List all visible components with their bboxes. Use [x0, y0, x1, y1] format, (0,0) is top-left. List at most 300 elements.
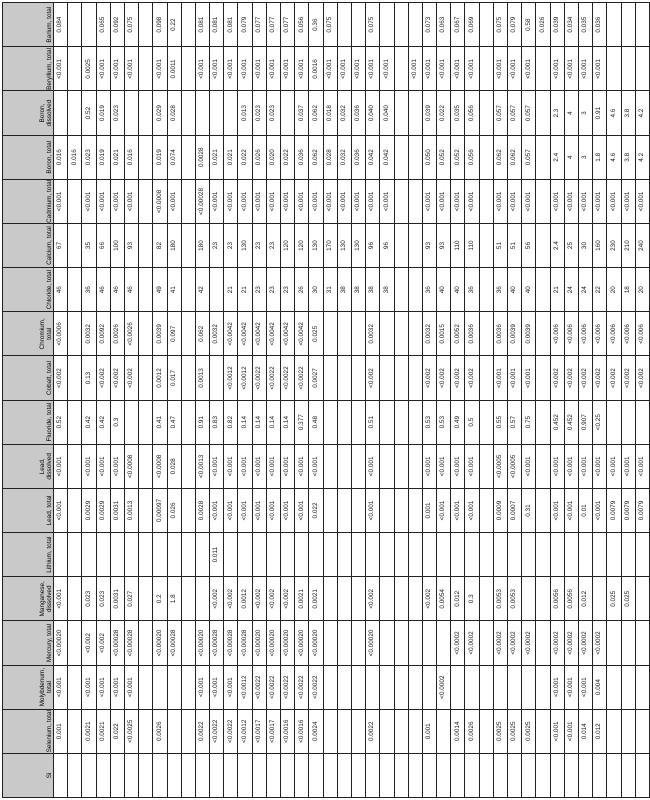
table-cell [394, 268, 408, 312]
table-cell [465, 665, 479, 709]
table-cell [635, 753, 649, 797]
table-cell [408, 3, 422, 47]
table-cell [635, 400, 649, 444]
table-cell: <0.001 [210, 665, 224, 709]
table-cell [408, 665, 422, 709]
table-cell: 0.026 [252, 135, 266, 179]
table-cell [68, 533, 82, 577]
table-cell [124, 400, 138, 444]
table-cell: <0.001 [493, 179, 507, 223]
table-cell [394, 709, 408, 753]
table-cell [139, 753, 153, 797]
table-cell [394, 400, 408, 444]
table-cell [68, 577, 82, 621]
table-cell [139, 312, 153, 356]
table-cell [564, 533, 578, 577]
table-cell [621, 621, 635, 665]
table-row [351, 3, 365, 798]
table-cell: <0.001 [281, 47, 295, 91]
table-cell: 0.13 [82, 356, 96, 400]
table-row [508, 3, 522, 798]
table-cell [82, 753, 96, 797]
table-cell [351, 709, 365, 753]
table-cell: <0.0022 [210, 709, 224, 753]
table-cell [167, 665, 181, 709]
table-cell: <0.001 [281, 444, 295, 488]
table-cell: 180 [195, 223, 209, 267]
table-cell [252, 533, 266, 577]
table-cell [337, 312, 351, 356]
table-cell: <0.001 [451, 47, 465, 91]
column-header: Lead, dissolved [3, 444, 54, 488]
table-cell [195, 577, 209, 621]
table-cell [394, 135, 408, 179]
table-cell: 0.016 [54, 135, 68, 179]
table-cell: <0.00020 [366, 621, 380, 665]
table-cell [437, 753, 451, 797]
table-cell [635, 665, 649, 709]
table-cell [181, 577, 195, 621]
table-cell [68, 621, 82, 665]
table-cell: 130 [337, 223, 351, 267]
table-row [493, 3, 507, 798]
table-cell: 40 [508, 268, 522, 312]
table-cell: <0.001 [295, 179, 309, 223]
table-cell: <0.001 [252, 488, 266, 532]
table-cell: <0.0002 [493, 621, 507, 665]
table-cell [578, 753, 592, 797]
table-row [522, 3, 536, 798]
table-cell: <0.001 [252, 47, 266, 91]
table-cell [68, 753, 82, 797]
table-cell: 0.035 [451, 91, 465, 135]
table-cell: 0.0079 [635, 488, 649, 532]
table-cell [479, 621, 493, 665]
table-cell [351, 356, 365, 400]
table-cell [110, 753, 124, 797]
table-cell: 0.018 [323, 91, 337, 135]
table-cell [451, 665, 465, 709]
table-cell [139, 179, 153, 223]
table-cell: <0.002 [366, 577, 380, 621]
table-cell: 0.0012 [238, 577, 252, 621]
table-cell [110, 533, 124, 577]
table-cell [68, 91, 82, 135]
table-cell [124, 753, 138, 797]
column-header: Selenium, total [3, 709, 54, 753]
table-cell [536, 709, 550, 753]
table-cell [181, 444, 195, 488]
table-cell [422, 621, 436, 665]
table-cell [479, 135, 493, 179]
table-cell: 0.14 [238, 400, 252, 444]
table-cell: <0.002 [96, 621, 110, 665]
table-cell: <0.006 [550, 312, 564, 356]
table-cell [323, 753, 337, 797]
table-cell [181, 268, 195, 312]
table-cell: 0.0053 [493, 577, 507, 621]
table-cell [281, 753, 295, 797]
table-cell [139, 665, 153, 709]
table-cell [635, 47, 649, 91]
table-cell: 0.0028 [195, 488, 209, 532]
table-cell [181, 91, 195, 135]
table-cell [309, 533, 323, 577]
table-cell [224, 533, 238, 577]
table-cell: 0.097 [167, 312, 181, 356]
table-cell [479, 533, 493, 577]
table-cell: <0.001 [621, 444, 635, 488]
table-cell [181, 223, 195, 267]
table-cell: 0.016 [68, 135, 82, 179]
table-cell [479, 753, 493, 797]
table-row [124, 3, 138, 798]
table-cell: <0.001 [54, 577, 68, 621]
table-cell: 0.013 [238, 91, 252, 135]
table-cell: <0.0022 [252, 665, 266, 709]
table-row [210, 3, 224, 798]
table-cell: 130 [351, 223, 365, 267]
table-cell: 0.057 [522, 91, 536, 135]
table-cell: 0.073 [422, 3, 436, 47]
table-row [607, 3, 621, 798]
table-cell: <0.001 [437, 488, 451, 532]
table-cell: 0.0079 [607, 488, 621, 532]
table-cell: 30 [309, 268, 323, 312]
table-cell: <0.001 [96, 47, 110, 91]
table-cell: 23 [210, 223, 224, 267]
table-cell: 0.0025 [508, 709, 522, 753]
table-cell [394, 577, 408, 621]
table-cell [536, 91, 550, 135]
table-cell: <0.001 [195, 665, 209, 709]
table-cell [408, 444, 422, 488]
table-cell [380, 356, 394, 400]
table-row [96, 3, 110, 798]
table-cell [479, 3, 493, 47]
table-cell [408, 223, 422, 267]
table-cell: <0.001 [210, 444, 224, 488]
table-row [252, 3, 266, 798]
table-cell: <0.001 [124, 47, 138, 91]
table-cell: 0.0039 [508, 312, 522, 356]
table-cell [408, 488, 422, 532]
table-cell: <0.0022 [309, 665, 323, 709]
table-cell: 0.052 [451, 135, 465, 179]
table-cell: <0.0022 [252, 356, 266, 400]
table-cell: 0.001 [422, 488, 436, 532]
table-cell [323, 444, 337, 488]
table-cell [508, 753, 522, 797]
table-cell: 49 [153, 268, 167, 312]
table-cell: <0.001 [323, 179, 337, 223]
table-cell: 0.027 [124, 577, 138, 621]
table-cell [536, 621, 550, 665]
table-cell: 46 [110, 268, 124, 312]
table-cell [68, 223, 82, 267]
table-cell: <0.001 [96, 444, 110, 488]
table-cell [380, 577, 394, 621]
table-cell [508, 533, 522, 577]
table-cell: <0.0002 [508, 621, 522, 665]
table-row [536, 3, 550, 798]
table-cell [593, 753, 607, 797]
table-cell: <0.001 [408, 47, 422, 91]
table-cell: 0.011 [210, 533, 224, 577]
table-cell [493, 753, 507, 797]
table-cell: 0.065 [96, 3, 110, 47]
table-cell: 0.016 [124, 135, 138, 179]
table-cell: <0.001 [295, 488, 309, 532]
table-cell [195, 533, 209, 577]
table-cell: <0.0013 [195, 444, 209, 488]
table-cell: 0.82 [224, 400, 238, 444]
table-cell: 24 [564, 268, 578, 312]
table-cell: 0.057 [522, 135, 536, 179]
table-cell [635, 577, 649, 621]
table-cell: <0.0042 [252, 312, 266, 356]
table-cell: 0.021 [224, 135, 238, 179]
table-cell: <0.00028 [110, 621, 124, 665]
table-cell [181, 47, 195, 91]
table-cell [351, 753, 365, 797]
table-cell [210, 356, 224, 400]
table-cell: 0.039 [422, 91, 436, 135]
table-cell: <0.002 [550, 356, 564, 400]
table-cell: 0.067 [451, 3, 465, 47]
table-cell [337, 3, 351, 47]
table-row [380, 3, 394, 798]
table-cell [337, 533, 351, 577]
table-cell [139, 709, 153, 753]
table-cell: 0.081 [195, 3, 209, 47]
table-cell: <0.002 [578, 356, 592, 400]
table-cell: <0.006 [564, 312, 578, 356]
water-quality-table [2, 2, 650, 798]
table-cell [408, 577, 422, 621]
table-cell: 0.75 [522, 400, 536, 444]
table-cell [536, 47, 550, 91]
column-header: Fluoride, total [3, 400, 54, 444]
table-cell [607, 47, 621, 91]
table-cell: <0.002 [451, 356, 465, 400]
table-cell [139, 3, 153, 47]
table-cell [536, 356, 550, 400]
table-cell: 0.0025 [522, 709, 536, 753]
table-cell: <0.0002 [451, 621, 465, 665]
table-cell [139, 47, 153, 91]
table-cell: 23 [252, 268, 266, 312]
table-cell: 0.019 [153, 135, 167, 179]
table-cell: 0.91 [195, 400, 209, 444]
table-cell: 0.2 [153, 577, 167, 621]
table-cell [68, 268, 82, 312]
table-cell: 0.062 [508, 135, 522, 179]
table-cell [351, 400, 365, 444]
table-cell: 0.0027 [309, 356, 323, 400]
table-cell: <0.001 [210, 179, 224, 223]
table-cell: <0.001 [578, 179, 592, 223]
table-cell: 0.3 [465, 577, 479, 621]
table-row [550, 3, 564, 798]
table-cell [451, 533, 465, 577]
table-cell: 23 [266, 223, 280, 267]
column-header: Chloride, total [3, 268, 54, 312]
table-cell: 0.0021 [295, 577, 309, 621]
table-cell [465, 753, 479, 797]
table-cell [181, 709, 195, 753]
table-cell: <0.001 [437, 179, 451, 223]
table-cell [394, 533, 408, 577]
table-row [309, 3, 323, 798]
table-cell [337, 709, 351, 753]
table-cell: 0.001 [422, 709, 436, 753]
table-row [479, 3, 493, 798]
table-cell: <0.001 [224, 47, 238, 91]
table-cell: <0.0002 [437, 665, 451, 709]
table-cell: <0.00020 [295, 621, 309, 665]
table-cell: <0.0002 [550, 621, 564, 665]
table-cell [351, 444, 365, 488]
table-cell: <0.001 [110, 47, 124, 91]
table-cell: 96 [380, 223, 394, 267]
table-cell: <0.001 [578, 444, 592, 488]
table-cell: 0.14 [281, 400, 295, 444]
table-cell: 22 [593, 268, 607, 312]
table-cell: 0.077 [281, 3, 295, 47]
table-cell: 0.042 [380, 135, 394, 179]
table-cell: 66 [96, 223, 110, 267]
table-cell [408, 135, 422, 179]
table-cell: 0.57 [508, 400, 522, 444]
table-cell: 25 [564, 223, 578, 267]
table-cell: 0.83 [210, 400, 224, 444]
table-row [110, 3, 124, 798]
table-cell [54, 753, 68, 797]
table-cell [181, 135, 195, 179]
table-cell: 0.036 [351, 91, 365, 135]
table-cell [437, 709, 451, 753]
table-cell [380, 400, 394, 444]
table-cell [380, 488, 394, 532]
table-cell: <0.001 [210, 47, 224, 91]
table-cell: <0.0025 [124, 709, 138, 753]
header-row [3, 3, 54, 798]
table-cell: 0.42 [96, 400, 110, 444]
table-cell: 41 [167, 268, 181, 312]
table-cell [68, 47, 82, 91]
table-cell: <0.0017 [252, 709, 266, 753]
column-header: Boron, dissolved [3, 91, 54, 135]
table-cell: <0.00028 [238, 621, 252, 665]
table-cell [550, 753, 564, 797]
table-cell [323, 621, 337, 665]
table-cell [408, 312, 422, 356]
table-cell: <0.0042 [224, 312, 238, 356]
table-cell [394, 444, 408, 488]
table-cell [351, 533, 365, 577]
table-cell: 0.036 [295, 135, 309, 179]
table-cell: <0.001 [578, 47, 592, 91]
table-cell [351, 621, 365, 665]
table-cell: <0.001 [266, 444, 280, 488]
table-cell: <0.0042 [281, 312, 295, 356]
table-cell [536, 179, 550, 223]
table-cell [578, 533, 592, 577]
table-cell: <0.001 [337, 179, 351, 223]
table-cell: 36 [493, 268, 507, 312]
table-cell [82, 533, 96, 577]
table-cell [380, 312, 394, 356]
table-cell [607, 533, 621, 577]
table-cell [621, 533, 635, 577]
table-cell [607, 3, 621, 47]
table-cell: 0.077 [252, 3, 266, 47]
table-cell: <0.001 [578, 665, 592, 709]
table-cell: <0.001 [550, 47, 564, 91]
table-cell: 4.6 [607, 91, 621, 135]
table-cell: 24 [578, 268, 592, 312]
table-cell [621, 400, 635, 444]
table-cell: <0.001 [153, 47, 167, 91]
table-cell: 67 [54, 223, 68, 267]
table-cell: <0.002 [266, 577, 280, 621]
table-cell: <0.00028 [224, 621, 238, 665]
table-cell: <0.002 [621, 356, 635, 400]
table-cell [479, 488, 493, 532]
table-cell: <0.00028 [167, 621, 181, 665]
table-cell: 40 [522, 268, 536, 312]
table-cell: <0.001 [508, 179, 522, 223]
table-cell: <0.002 [437, 356, 451, 400]
table-cell: <0.001 [366, 47, 380, 91]
table-cell: 0.012 [451, 577, 465, 621]
table-cell: 18 [621, 268, 635, 312]
table-cell: 0.0013 [124, 488, 138, 532]
table-cell: 0.14 [266, 400, 280, 444]
table-cell: 0.017 [167, 356, 181, 400]
table-cell [68, 356, 82, 400]
table-cell [139, 356, 153, 400]
table-cell: <0.001 [550, 665, 564, 709]
table-cell: 0.034 [564, 3, 578, 47]
table-cell: 0.039 [550, 3, 564, 47]
table-cell: <0.006 [607, 312, 621, 356]
table-cell: <0.001 [124, 665, 138, 709]
table-cell: 0.0014 [451, 709, 465, 753]
table-cell: <0.0006 [54, 312, 68, 356]
table-cell: 0.0039 [153, 312, 167, 356]
table-cell: 30 [578, 223, 592, 267]
table-cell: 36 [465, 268, 479, 312]
table-cell: 23 [266, 268, 280, 312]
table-cell: 0.0032 [422, 312, 436, 356]
table-cell: <0.001 [238, 444, 252, 488]
table-cell: 0.020 [266, 135, 280, 179]
table-cell: <0.001 [437, 47, 451, 91]
table-cell: 0.025 [607, 577, 621, 621]
table-cell [195, 91, 209, 135]
table-cell [408, 356, 422, 400]
table-cell: 0.075 [323, 3, 337, 47]
table-cell [522, 577, 536, 621]
table-cell: 0.025 [621, 577, 635, 621]
table-cell: <0.001 [167, 179, 181, 223]
table-row [408, 3, 422, 798]
table-cell: 0.0079 [621, 488, 635, 532]
table-cell [593, 533, 607, 577]
table-row [167, 3, 181, 798]
